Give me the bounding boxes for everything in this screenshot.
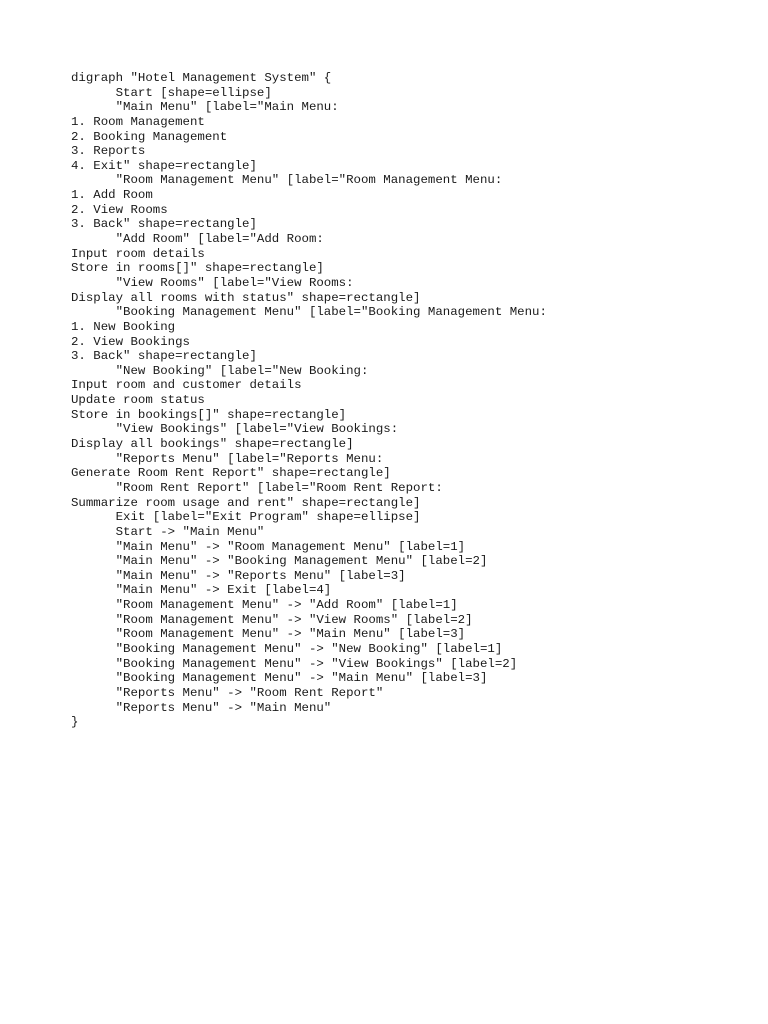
code-line: Input room details: [71, 246, 205, 261]
code-line: "View Bookings" [label="View Bookings:: [71, 422, 399, 437]
code-line: "Add Room" [label="Add Room:: [71, 232, 324, 247]
code-line: Store in bookings[]" shape=rectangle]: [71, 407, 347, 422]
code-line: 2. View Rooms: [71, 202, 168, 217]
code-line: "View Rooms" [label="View Rooms:: [71, 275, 354, 290]
code-line: Display all bookings" shape=rectangle]: [71, 437, 354, 452]
code-line: 4. Exit" shape=rectangle]: [71, 158, 257, 173]
code-line: "Booking Management Menu" -> "Main Menu" [label=3]: [71, 671, 488, 686]
code-line: "Room Management Menu" [label="Room Management Menu:: [71, 173, 503, 188]
code-line: "Reports Menu" [label="Reports Menu:: [71, 451, 384, 466]
code-line: Generate Room Rent Report" shape=rectangle]: [71, 466, 391, 481]
code-line: "Booking Management Menu" -> "View Bookings" [label=2]: [71, 656, 518, 671]
code-line: }: [71, 715, 79, 730]
code-line: 1. Room Management: [71, 114, 205, 129]
code-line: 3. Back" shape=rectangle]: [71, 217, 257, 232]
code-line: 3. Reports: [71, 144, 146, 159]
code-line: 2. View Bookings: [71, 334, 190, 349]
code-line: Store in rooms[]" shape=rectangle]: [71, 261, 324, 276]
code-line: "Main Menu" -> "Reports Menu" [label=3]: [71, 568, 406, 583]
code-line: "Booking Management Menu" -> "New Booking" [label=1]: [71, 641, 503, 656]
code-line: "Room Rent Report" [label="Room Rent Report:: [71, 480, 443, 495]
code-line: "Booking Management Menu" [label="Booking Management Menu:: [71, 305, 547, 320]
code-line: 1. Add Room: [71, 188, 153, 203]
code-line: digraph "Hotel Management System" {: [71, 71, 332, 85]
code-line: "Room Management Menu" -> "View Rooms" [label=2]: [71, 612, 473, 627]
code-line: Update room status: [71, 393, 205, 408]
code-line: Start -> "Main Menu": [71, 524, 265, 539]
code-line: Input room and customer details: [71, 378, 302, 393]
code-line: "New Booking" [label="New Booking:: [71, 363, 369, 378]
code-line: 1. New Booking: [71, 319, 176, 334]
code-line: "Room Management Menu" -> "Main Menu" [label=3]: [71, 627, 466, 642]
code-line: Start [shape=ellipse]: [71, 85, 272, 100]
code-line: "Reports Menu" -> "Main Menu": [71, 700, 332, 715]
code-line: "Main Menu" [label="Main Menu:: [71, 100, 339, 115]
code-line: 3. Back" shape=rectangle]: [71, 349, 257, 364]
code-line: Summarize room usage and rent" shape=rectangle]: [71, 495, 421, 510]
code-line: "Main Menu" -> "Room Management Menu" [label=1]: [71, 539, 466, 554]
code-line: Exit [label="Exit Program" shape=ellipse]: [71, 510, 421, 525]
code-line: Display all rooms with status" shape=rectangle]: [71, 290, 421, 305]
code-line: "Reports Menu" -> "Room Rent Report": [71, 685, 384, 700]
code-line: "Room Management Menu" -> "Add Room" [label=1]: [71, 598, 458, 613]
code-line: "Main Menu" -> "Booking Management Menu" [label=2]: [71, 554, 488, 569]
code-line: "Main Menu" -> Exit [label=4]: [71, 583, 332, 598]
code-line: 2. Booking Management: [71, 129, 228, 144]
code-listing: [71, 71, 751, 730]
